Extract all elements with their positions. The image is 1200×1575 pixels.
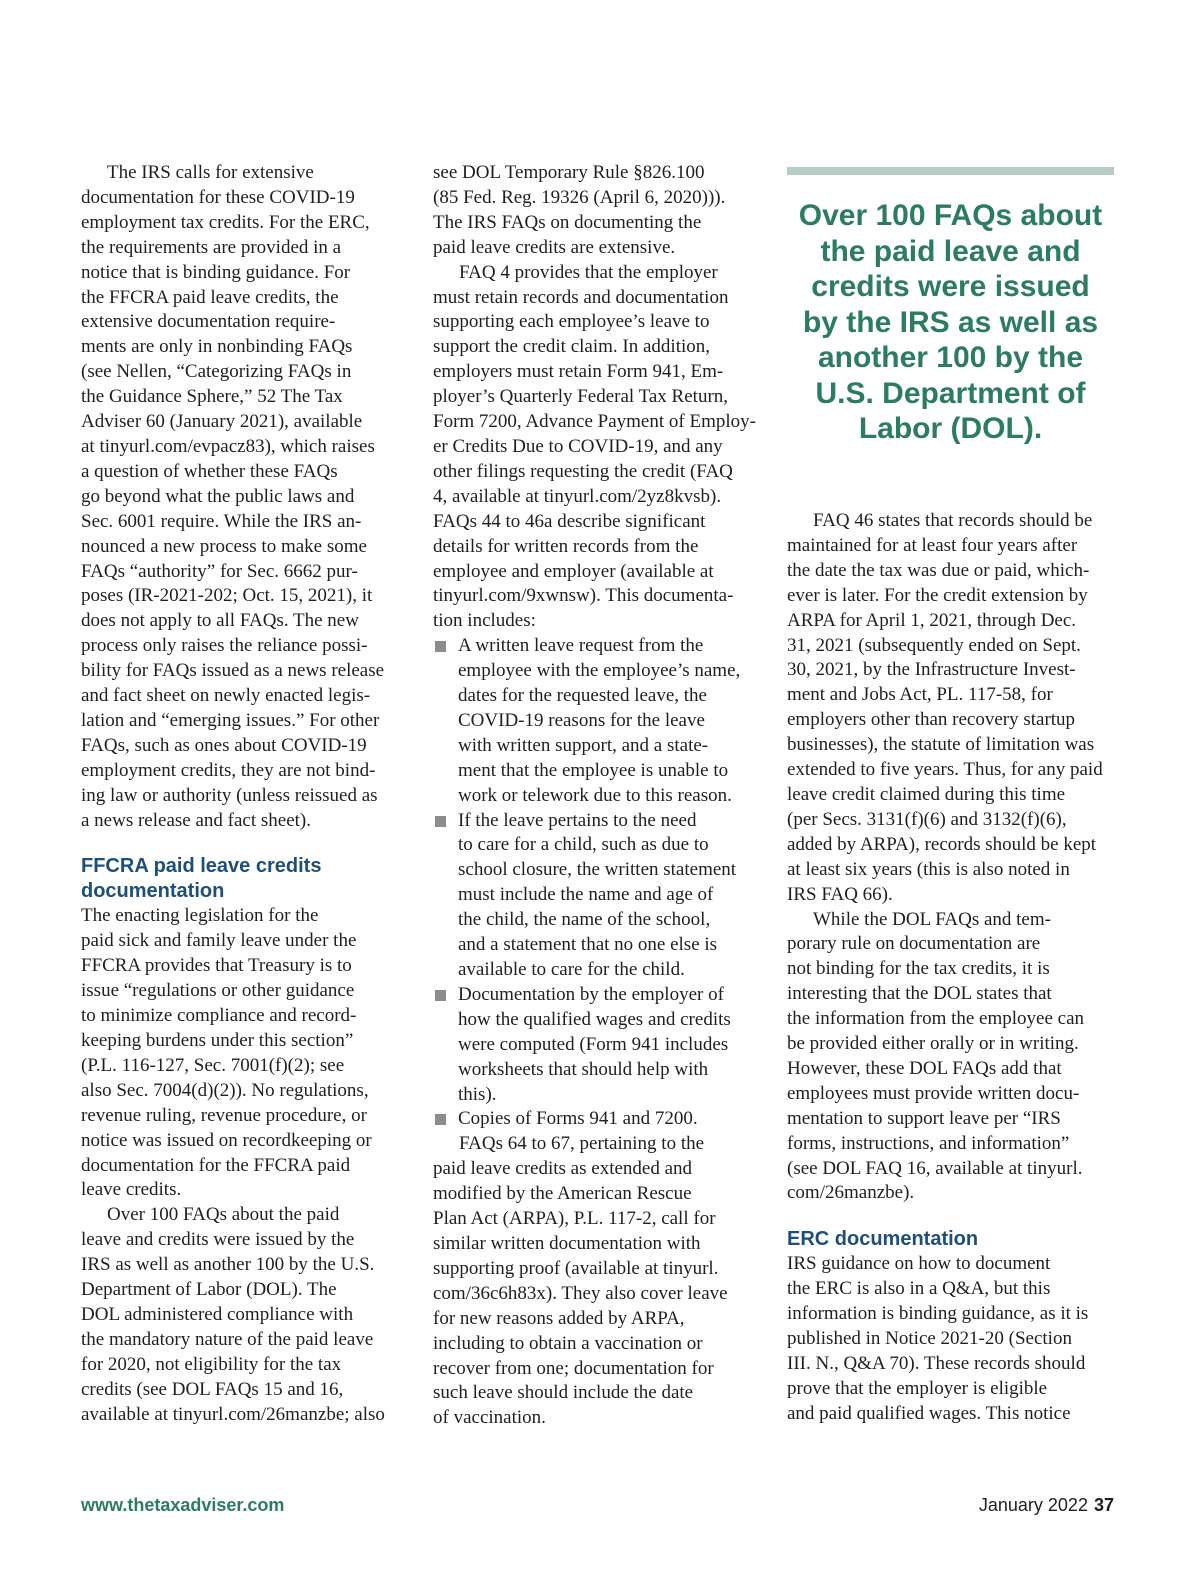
text-line: available at tinyurl.com/26manzbe; also xyxy=(81,1403,385,1425)
text-line: III. N., Q&A 70). These records should xyxy=(787,1353,1086,1374)
text-line: porary rule on documentation are xyxy=(787,933,1041,955)
text-line: must include the name and age of xyxy=(458,884,714,906)
text-line: 31, 2021 (subsequently ended on Sept. xyxy=(787,634,1081,656)
text-line: documentation for the FFCRA paid xyxy=(81,1154,351,1176)
footer-date: January 2022 xyxy=(978,1495,1088,1515)
text-line: employers must retain Form 941, Em- xyxy=(433,361,724,383)
text-line: com/36c6h83x). They also cover leave xyxy=(433,1282,728,1304)
text-line: also Sec. 7004(d)(2)). No regulations, xyxy=(81,1079,369,1101)
text-line: FAQ 4 provides that the employer xyxy=(459,261,718,283)
pullquote-line: another 100 by the xyxy=(817,341,1084,374)
text-line: nounced a new process to make some xyxy=(81,535,367,557)
text-line: IRS as well as another 100 by the U.S. xyxy=(81,1254,375,1276)
paragraph-dol-rule xyxy=(433,161,763,261)
bullet-square-icon xyxy=(435,641,446,652)
text-line: the child, the name of the school, xyxy=(458,909,711,931)
text-line: lation and “emerging issues.” For other xyxy=(81,709,380,731)
bullet-item xyxy=(433,1107,763,1132)
text-line: (P.L. 116-127, Sec. 7001(f)(2); see xyxy=(81,1054,345,1076)
text-line: (per Secs. 3131(f)(6) and 3132(f)(6), xyxy=(787,808,1067,830)
text-line: added by ARPA), records should be kept xyxy=(787,833,1097,855)
text-line: FAQs “authority” for Sec. 6662 pur- xyxy=(81,560,358,582)
text-line: ments are only in nonbinding FAQs xyxy=(81,336,353,358)
heading-line: documentation xyxy=(81,880,225,903)
text-line: However, these DOL FAQs add that xyxy=(787,1057,1062,1079)
text-line: employee and employer (available at xyxy=(433,560,714,582)
text-line: tinyurl.com/9xwnsw). This documenta- xyxy=(433,585,734,607)
text-line: Plan Act (ARPA), P.L. 117-2, call for xyxy=(433,1208,716,1230)
text-line: to care for a child, such as due to xyxy=(458,834,709,856)
pullquote-line: U.S. Department of xyxy=(815,376,1086,410)
text-line: FAQs 44 to 46a describe significant xyxy=(433,510,706,532)
bullet-item xyxy=(433,983,763,1108)
text-line: COVID-19 reasons for the leave xyxy=(458,709,705,731)
text-line: available to care for the child. xyxy=(458,959,685,980)
text-line: supporting proof (available at tinyurl. xyxy=(433,1257,719,1279)
pullquote-line: Over 100 FAQs about xyxy=(798,199,1103,232)
text-line: Over 100 FAQs about the paid xyxy=(107,1204,340,1226)
text-line: Form 7200, Advance Payment of Employ- xyxy=(433,411,756,433)
text-line: leave and credits were issued by the xyxy=(81,1229,355,1251)
text-line: FAQs, such as ones about COVID-19 xyxy=(81,734,367,756)
text-line: for 2020, not eligibility for the tax xyxy=(81,1353,342,1375)
text-line: If the leave pertains to the need xyxy=(458,809,697,831)
text-line: Department of Labor (DOL). The xyxy=(81,1279,337,1301)
pullquote-line: by the IRS as well as xyxy=(802,305,1099,339)
text-line: IRS FAQ 66). xyxy=(787,883,893,905)
column-left xyxy=(81,161,411,1428)
text-line: ment that the employee is unable to xyxy=(458,759,729,781)
text-line: paid sick and family leave under the xyxy=(81,930,357,952)
text-line: The IRS FAQs on documenting the xyxy=(433,211,702,233)
bullet-square-icon xyxy=(435,816,446,827)
text-line: keeping burdens under this section” xyxy=(81,1030,354,1051)
text-line: supporting each employee’s leave to xyxy=(433,311,710,333)
bullet-square-icon xyxy=(435,990,446,1001)
text-line: IRS guidance on how to document xyxy=(787,1253,1051,1275)
text-line: employee with the employee’s name, xyxy=(458,660,741,682)
text-line: at tinyurl.com/evpacz83), which raises xyxy=(81,435,375,457)
text-line: (see Nellen, “Categorizing FAQs in xyxy=(81,361,352,383)
paragraph-over-100-faqs xyxy=(81,1203,411,1427)
text-line: employment credits, they are not bind- xyxy=(81,759,376,781)
text-line: ever is later. For the credit extension by xyxy=(787,584,1088,606)
heading-line: FFCRA paid leave credits xyxy=(81,855,322,878)
text-line: revenue ruling, revenue procedure, or xyxy=(81,1104,367,1126)
text-line: While the DOL FAQs and tem- xyxy=(813,908,1051,930)
text-line: prove that the employer is eligible xyxy=(787,1377,1048,1399)
paragraph-erc-guidance xyxy=(787,1252,1117,1426)
text-line: a news release and fact sheet). xyxy=(81,809,311,831)
text-line: extensive documentation require- xyxy=(81,311,336,333)
text-line: a question of whether these FAQs xyxy=(81,460,338,482)
text-line: were computed (Form 941 includes xyxy=(458,1033,729,1055)
text-line: of vaccination. xyxy=(433,1407,546,1429)
text-line: school closure, the written statement xyxy=(458,859,737,881)
text-line: Adviser 60 (January 2021), available xyxy=(81,411,363,433)
bullet-item xyxy=(433,809,763,983)
text-line: for new reasons added by ARPA, xyxy=(433,1307,685,1329)
text-line: including to obtain a vaccination or xyxy=(433,1332,703,1354)
text-line: FAQs 64 to 67, pertaining to the xyxy=(459,1133,705,1155)
pullquote-line: Labor (DOL). xyxy=(858,412,1043,445)
text-line: and fact sheet on newly enacted legis- xyxy=(81,685,371,707)
text-line: employees must provide written docu- xyxy=(787,1082,1080,1104)
text-line: and a statement that no one else is xyxy=(458,934,718,956)
text-line: paid leave credits are extensive. xyxy=(433,236,676,258)
text-line: Sec. 6001 require. While the IRS an- xyxy=(81,510,362,532)
text-line: tion includes: xyxy=(433,610,536,632)
text-line: forms, instructions, and information” xyxy=(787,1132,1070,1154)
text-line: the Guidance Sphere,” 52 The Tax xyxy=(81,386,343,408)
heading-line: ERC documentation xyxy=(787,1228,979,1251)
paragraph-faq-46 xyxy=(787,509,1117,908)
paragraph-intro xyxy=(81,161,411,833)
text-line: A written leave request from the xyxy=(458,635,704,657)
text-line: paid leave credits as extended and xyxy=(433,1158,693,1180)
text-line: the requirements are provided in a xyxy=(81,236,342,258)
text-line: ployer’s Quarterly Federal Tax Return, xyxy=(433,386,729,408)
text-line: FAQ 46 states that records should be xyxy=(813,510,1093,531)
text-line: the ERC is also in a Q&A, but this xyxy=(787,1278,1051,1300)
text-line: ment and Jobs Act, PL. 117-58, for xyxy=(787,684,1053,706)
pullquote xyxy=(787,198,1114,447)
text-line: be provided either orally or in writing. xyxy=(787,1033,1079,1055)
text-line: the information from the employee can xyxy=(787,1008,1085,1030)
text-line: 30, 2021, by the Infrastructure Invest- xyxy=(787,659,1076,681)
bullet-item xyxy=(433,634,763,808)
text-line: recover from one; documentation for xyxy=(433,1357,714,1379)
text-line: DOL administered compliance with xyxy=(81,1303,354,1325)
text-line: poses (IR-2021-202; Oct. 15, 2021), it xyxy=(81,585,373,607)
text-line: modified by the American Rescue xyxy=(433,1183,692,1205)
text-line: ARPA for April 1, 2021, through Dec. xyxy=(787,609,1077,631)
text-line: work or telework due to this reason. xyxy=(458,784,732,806)
text-line: information is binding guidance, as it is xyxy=(787,1303,1089,1325)
text-line: interesting that the DOL states that xyxy=(787,983,1052,1005)
text-line: not binding for the tax credits, it is xyxy=(787,958,1050,980)
text-line: to minimize compliance and record- xyxy=(81,1005,357,1027)
pullquote-line: the paid leave and xyxy=(820,234,1081,268)
text-line: businesses), the statute of limitation was xyxy=(787,734,1095,756)
text-line: (see DOL FAQ 16, available at tinyurl. xyxy=(787,1157,1083,1179)
paragraph-faq-4 xyxy=(433,261,763,635)
text-line: er Credits Due to COVID-19, and any xyxy=(433,435,723,457)
text-line: employment tax credits. For the ERC, xyxy=(81,211,370,233)
text-line: ing law or authority (unless reissued as xyxy=(81,784,378,806)
text-line: FFCRA provides that Treasury is to xyxy=(81,955,352,977)
text-line: see DOL Temporary Rule §826.100 xyxy=(433,162,705,183)
text-line: Documentation by the employer of xyxy=(458,983,724,1005)
paragraph-enacting-legislation xyxy=(81,904,411,1203)
text-line: the mandatory nature of the paid leave xyxy=(81,1328,374,1350)
text-line: employers other than recovery startup xyxy=(787,709,1076,731)
text-line: credits (see DOL FAQs 15 and 16, xyxy=(81,1378,344,1400)
footer-website-link[interactable]: www.thetaxadviser.com xyxy=(81,1495,285,1515)
text-line: such leave should include the date xyxy=(433,1382,694,1404)
text-line: bility for FAQs issued as a news release xyxy=(81,660,385,682)
text-line: The IRS calls for extensive xyxy=(107,162,314,183)
text-line: 4, available at tinyurl.com/2yz8kvsb). xyxy=(433,485,722,507)
text-line: at least six years (this is also noted in xyxy=(787,858,1070,880)
pullquote-line: credits were issued xyxy=(811,270,1090,303)
text-line: must retain records and documentation xyxy=(433,286,729,308)
text-line: how the qualified wages and credits xyxy=(458,1008,731,1030)
text-line: other filings requesting the credit (FAQ xyxy=(433,460,733,482)
text-line: support the credit claim. In addition, xyxy=(433,336,711,358)
text-line: with written support, and a state- xyxy=(458,734,709,756)
page-number: 37 xyxy=(1093,1495,1114,1515)
footer-folio xyxy=(979,1495,1114,1516)
text-line: published in Notice 2021-20 (Section xyxy=(787,1328,1072,1350)
pullquote-rule xyxy=(787,167,1114,175)
text-line: details for written records from the xyxy=(433,535,699,557)
text-line: com/26manzbe). xyxy=(787,1182,915,1204)
text-line: worksheets that should help with xyxy=(458,1058,709,1080)
text-line: similar written documentation with xyxy=(433,1232,701,1254)
text-line: does not apply to all FAQs. The new xyxy=(81,610,359,632)
text-line: extended to five years. Thus, for any paid xyxy=(787,759,1103,781)
column-middle xyxy=(433,161,763,1431)
text-line: Copies of Forms 941 and 7200. xyxy=(458,1108,698,1130)
text-line: leave credits. xyxy=(81,1179,182,1201)
section-heading-ffcra xyxy=(81,854,411,904)
text-line: notice that is binding guidance. For xyxy=(81,261,351,283)
text-line: go beyond what the public laws and xyxy=(81,485,355,507)
text-line: and paid qualified wages. This notice xyxy=(787,1402,1071,1424)
text-line: notice was issued on recordkeeping or xyxy=(81,1129,372,1151)
text-line: leave credit claimed during this time xyxy=(787,783,1066,805)
text-line: dates for the requested leave, the xyxy=(458,685,707,707)
text-line: mentation to support leave per “IRS xyxy=(787,1107,1061,1129)
text-line: the FFCRA paid leave credits, the xyxy=(81,286,339,308)
text-line: issue “regulations or other guidance xyxy=(81,980,355,1002)
text-line: this). xyxy=(458,1083,497,1105)
paragraph-faqs-64-67 xyxy=(433,1132,763,1431)
column-right xyxy=(787,509,1117,1427)
text-line: process only raises the reliance possi- xyxy=(81,635,368,657)
section-heading-erc xyxy=(787,1227,1117,1252)
paragraph-dol-faqs xyxy=(787,908,1117,1207)
text-line: maintained for at least four years after xyxy=(787,534,1078,556)
bullet-square-icon xyxy=(435,1114,446,1125)
text-line: the date the tax was due or paid, which- xyxy=(787,559,1090,581)
text-line: The enacting legislation for the xyxy=(81,905,319,927)
text-line: (85 Fed. Reg. 19326 (April 6, 2020))). xyxy=(433,186,726,208)
text-line: documentation for these COVID-19 xyxy=(81,186,355,208)
